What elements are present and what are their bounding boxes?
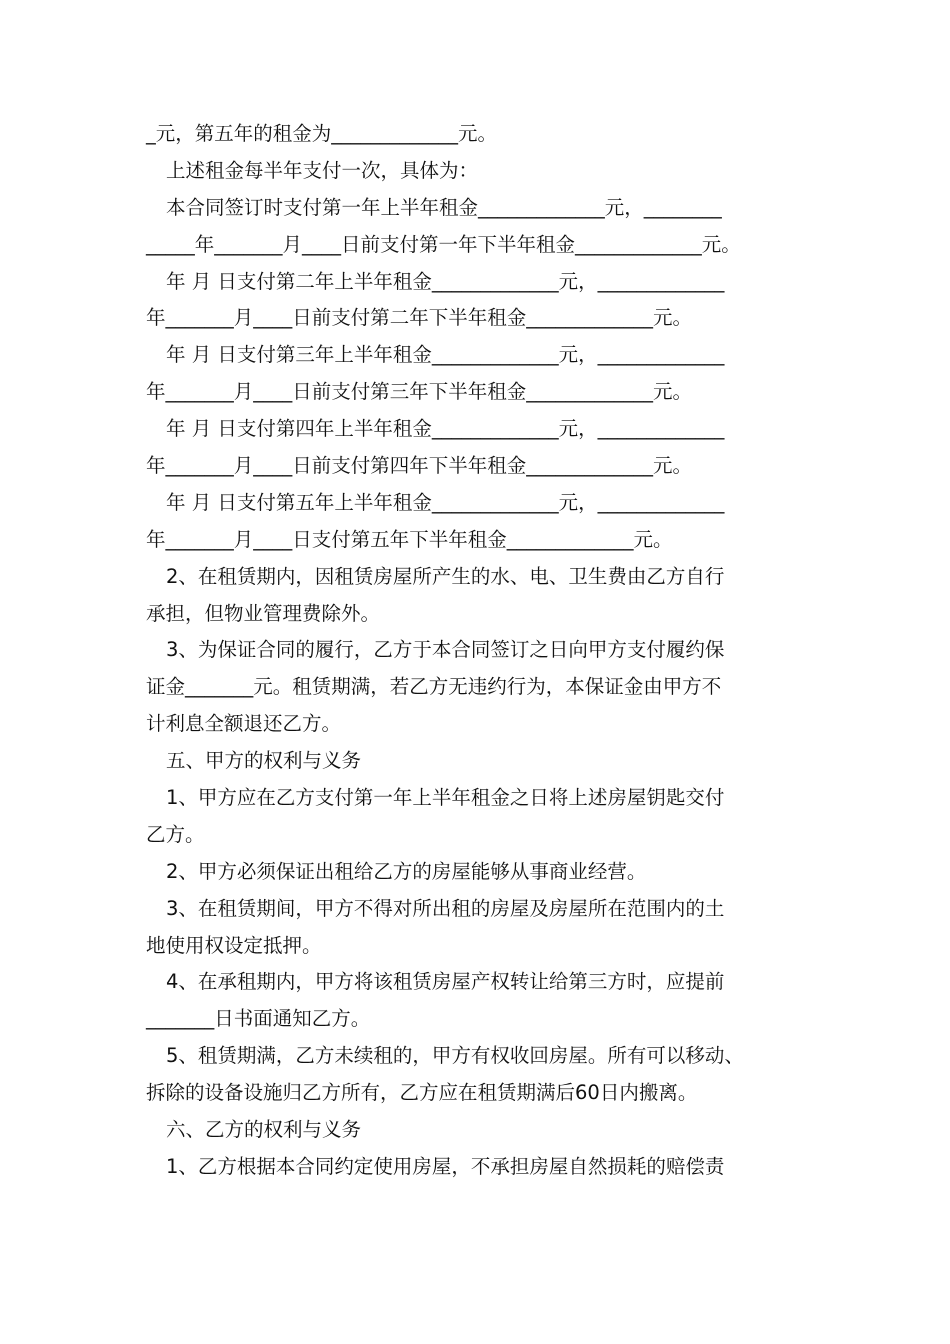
document-page (146, 116, 814, 1186)
text-line: _____年_______月____日前支付第一年下半年租金_____________元。 (146, 232, 741, 256)
text-line: 拆除的设备设施归乙方所有，乙方应在租赁期满后60日内搬离。 (146, 1081, 698, 1105)
text-line: 5、租赁期满，乙方未续租的，甲方有权收回房屋。所有可以移动、 (166, 1044, 744, 1068)
text-line: 3、在租赁期间，甲方不得对所出租的房屋及房屋所在范围内的土 (166, 896, 725, 920)
text-line: 年 月 日支付第三年上半年租金_____________元，_____________ (166, 343, 725, 367)
section-heading-party-a: 五、甲方的权利与义务 (166, 749, 362, 773)
text-line: 年_______月____日前支付第二年下半年租金_____________元。 (146, 306, 693, 330)
text-line: 地使用权设定抵押。 (146, 933, 322, 957)
text-line: 年 月 日支付第四年上半年租金_____________元，_____________ (166, 417, 725, 441)
clause-3-deposit: 3、为保证合同的履行，乙方于本合同签订之日向甲方支付履约保 (166, 638, 725, 662)
text-line: 承担，但物业管理费除外。 (146, 601, 381, 625)
text-line: 1、乙方根据本合同约定使用房屋，不承担房屋自然损耗的赔偿责 (166, 1154, 725, 1178)
text-line: 上述租金每半年支付一次，具体为： (166, 158, 479, 182)
text-line: 1、甲方应在乙方支付第一年上半年租金之日将上述房屋钥匙交付 (166, 786, 725, 810)
text-line: 年 月 日支付第五年上半年租金_____________元，_____________ (166, 490, 725, 514)
text-line: 本合同签订时支付第一年上半年租金_____________元，________ (166, 195, 722, 219)
text-line: 年 月 日支付第二年上半年租金_____________元，_____________ (166, 269, 725, 293)
section-heading-party-b: 六、乙方的权利与义务 (166, 1118, 362, 1142)
text-line: _______日书面通知乙方。 (146, 1007, 371, 1031)
text-line: 4、在承租期内，甲方将该租赁房屋产权转让给第三方时，应提前 (166, 970, 725, 994)
text-line: 年_______月____日支付第五年下半年租金_____________元。 (146, 527, 673, 551)
text-line: 证金_______元。租赁期满，若乙方无违约行为，本保证金由甲方不 (146, 675, 722, 699)
text-line: _元，第五年的租金为_____________元。 (146, 122, 498, 145)
text-line: 年_______月____日前支付第四年下半年租金_____________元。 (146, 454, 693, 478)
clause-2-rent-period-fees: 2、在租赁期内，因租赁房屋所产生的水、电、卫生费由乙方自行 (166, 564, 725, 588)
text-line: 计利息全额退还乙方。 (146, 712, 342, 736)
text-line: 年_______月____日前支付第三年下半年租金_____________元。 (146, 380, 693, 404)
text-line: 2、甲方必须保证出租给乙方的房屋能够从事商业经营。 (166, 859, 647, 883)
text-line: 乙方。 (146, 822, 205, 846)
